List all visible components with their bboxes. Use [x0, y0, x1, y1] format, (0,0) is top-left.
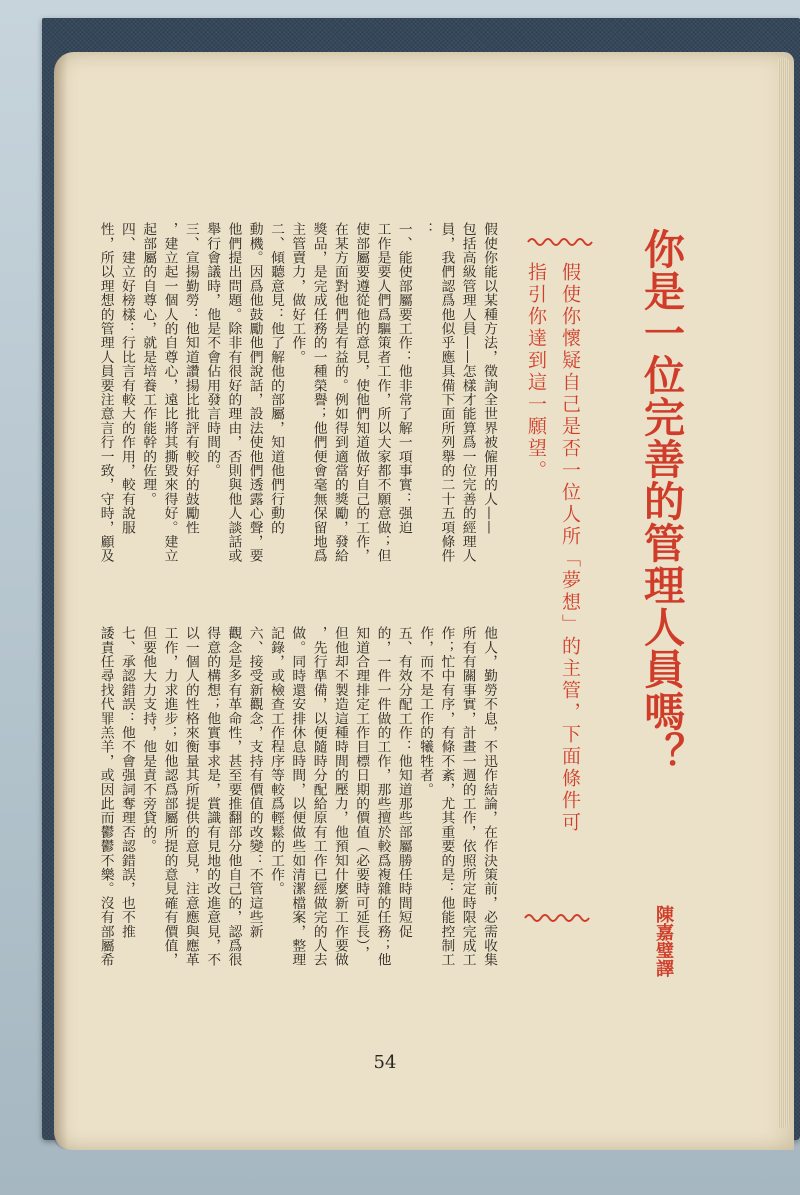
page-number: 54	[373, 1052, 397, 1073]
upper-text-column-18: 四、建立好榜樣：行比言有較大的作用，較有說服	[118, 222, 135, 535]
lower-text-column-19: 諉責任尋找代罪羔羊，或因此而鬱鬱不樂。沒有部屬希	[97, 626, 114, 967]
upper-text-column-11: 二、傾聽意見：他了解他的部屬，知道他們行動的	[268, 222, 284, 535]
upper-text-column-7: 使部屬要遵從他的意見，使他們知道做好自己的工作，	[353, 222, 370, 563]
lower-text-column-2: 所有有關事實，計畫一週的工作，依照所定時限完成工	[459, 626, 476, 967]
lower-text-column-13: 觀念是多有革命性，甚至要推翻部分他自己的，認爲很	[225, 626, 242, 967]
article-title: 你是一位完善的管理人員嗎？	[637, 228, 685, 774]
upper-text-column-12: 動機。因爲他鼓勵他們說話，設法使他們透露心聲，要	[246, 222, 263, 563]
page-edges	[778, 58, 790, 1128]
lower-text-column-7: 知道合理排定工作目標日期的價值（必要時可延長），	[353, 626, 370, 960]
upper-text-column-10: 主管賣力，做好工作。	[289, 222, 306, 364]
upper-text-column-15: 三、宣揚勤勞：他知道讚揚比批評有較好的鼓勵性	[182, 222, 199, 535]
upper-text-column-6: 工作是要人們爲驅策者工作，所以大家都不願意做；但	[374, 222, 391, 563]
upper-text-column-8: 在某方面對他們是有益的。例如得到適當的獎勵，發給	[331, 222, 348, 563]
lower-text-column-4: 作，而不是工作的犧牲者。	[417, 626, 434, 797]
upper-text-column-1: 假使你能以某種方法，徵詢全世界被僱用的人——	[481, 222, 497, 535]
translator-credit: 陳嘉璧譯	[653, 905, 674, 977]
lower-text-column-16: 工作，力求進步；如他認爲部屬所提的意見確有價值，	[161, 626, 178, 967]
upper-text-column-5: 一、能使部屬要工作：他非常了解一項事實：强迫	[395, 222, 412, 535]
upper-text-column-16: ，建立起一個人的自尊心，遠比將其撕毀來得好。建立	[161, 222, 178, 563]
lower-text-column-17: 但要他大力支持，他是責不旁貸的。	[140, 626, 157, 854]
upper-text-column-13: 他們提出問題。除非有很好的理由，否則與他人談話或	[225, 222, 242, 563]
lower-text-column-8: 但他却不製造這種時間的壓力，他預知什麼新工作要做	[331, 626, 348, 967]
lower-text-column-10: 做。同時還安排休息時間，以便做些如清潔檔案，整理	[289, 626, 306, 967]
upper-text-column-3: 員，我們認爲他似乎應具備下面所列舉的二十五項條件	[438, 222, 455, 563]
upper-text-column-2: 包括高級管理人員——怎樣才能算爲一位完善的經理人	[459, 222, 476, 563]
upper-text-column-9: 獎品，是完成任務的一種榮譽；他們便會毫無保留地爲	[310, 222, 327, 563]
lower-text-column-14: 得意的構想；他實事求是，賞識有見地的改進意見，不	[204, 626, 221, 967]
lower-text-column-9: ，先行準備，以便隨時分配給原有工作已經做完的人去	[310, 626, 327, 967]
lead-line-1: 假使你懷疑自己是否一位人所「夢想」的主管，下面條件可	[559, 262, 581, 834]
upper-text-column-17: 起部屬的自尊心，就是培養工作能幹的佐理。	[140, 222, 157, 506]
page-gutter-shadow	[54, 52, 68, 1150]
lower-text-column-3: 作；忙中有序，有條不紊，尤其重要的是：他能控制工	[438, 626, 455, 967]
lead-line-2: 指引你達到這一願望。	[525, 262, 547, 482]
upper-text-column-19: 性，所以理想的管理人員要注意言行一致，守時，顧及	[97, 222, 114, 563]
upper-text-column-4: ：	[417, 222, 434, 237]
lower-text-column-15: 以一個人的性格來衡量其所提供的意見，注意應與應革	[182, 626, 199, 967]
wavy-rule-top	[526, 236, 598, 248]
lower-text-column-11: 記錄，或檢查工作程序等較爲輕鬆的工作。	[268, 626, 284, 896]
upper-text-column-14: 舉行會議時，他是不會佔用發言時間的。	[204, 222, 221, 478]
lower-text-column-12: 六、接受新觀念，支持有價值的改變：不管這些新	[246, 626, 263, 939]
wavy-rule-bottom	[523, 912, 595, 924]
lower-text-column-6: 的，一件一件做的工作，那些擅於較爲複雜的任務；他	[374, 626, 391, 967]
lower-text-column-18: 七、承認錯誤：他不會强詞奪理否認錯誤，也不推	[118, 626, 135, 939]
lower-text-column-1: 他人，勤勞不息，不迅作結論，在作決策前，必需收集	[481, 626, 497, 967]
lower-text-column-5: 五、有效分配工作：他知道那些部屬勝任時間短促	[395, 626, 412, 939]
